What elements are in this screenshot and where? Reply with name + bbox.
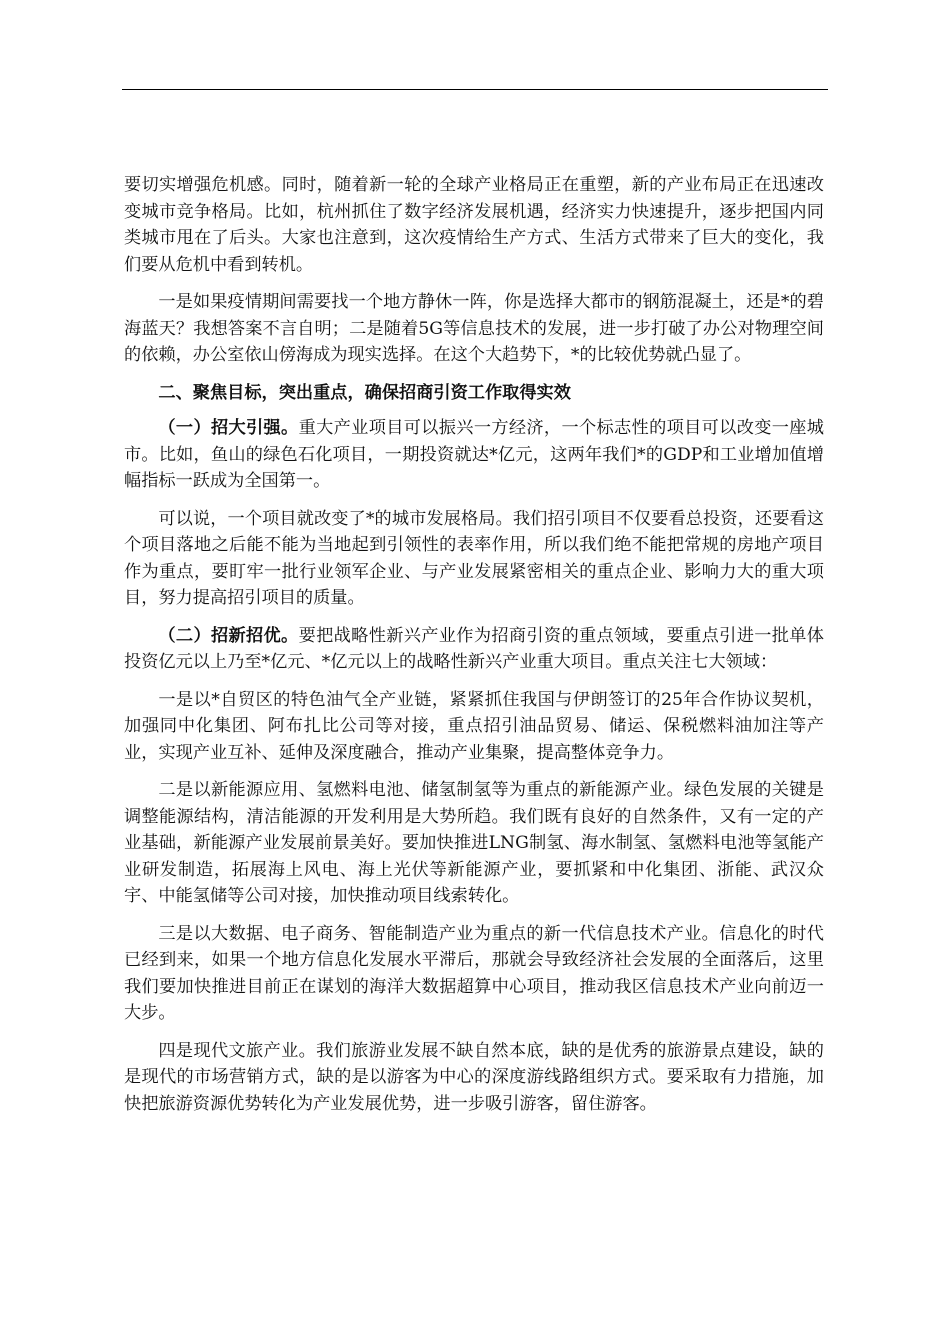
paragraph-text: 一是如果疫情期间需要找一个地方静休一阵，你是选择大都市的钢筋混凝土，还是*的碧海蓝天？我想答案不言自明；二是随着5G等信息技术的发展，进一步打破了办公对物理空间的依赖，办公室依山傍海成为现实选择。在这个大趋势下，*的比较优势就凸显了。 [124, 292, 824, 365]
paragraph-text: 二是以新能源应用、氢燃料电池、储氢制氢等为重点的新能源产业。绿色发展的关键是调整能源结构，清洁能源的开发利用是大势所趋。我们既有良好的自然条件，又有一定的产业基础，新能源产业发展前景美好。要加快推进LNG制氢、海水制氢、氢燃料电池等氢能产业研发制造，拓展海上风电、海上光伏等新能源产业，要抓紧和中化集团、浙能、武汉众宇、中能氢储等公司对接，加快推动项目线索转化。 [124, 780, 824, 906]
paragraph-lead: （一）招大引强。 [158, 418, 299, 438]
paragraph [124, 1038, 824, 1118]
paragraph [124, 289, 824, 369]
paragraph-text: 要切实增强危机感。同时，随着新一轮的全球产业格局正在重塑，新的产业布局正在迅速改变城市竞争格局。比如，杭州抓住了数字经济发展机遇，经济实力快速提升，逐步把国内同类城市甩在了后头。大家也注意到，这次疫情给生产方式、生活方式带来了巨大的变化，我们要从危机中看到转机。 [124, 175, 824, 275]
paragraph [124, 623, 824, 676]
paragraph [124, 172, 824, 278]
paragraph-text: 四是现代文旅产业。我们旅游业发展不缺自然本底，缺的是优秀的旅游景点建设，缺的是现代的市场营销方式，缺的是以游客为中心的深度游线路组织方式。要采取有力措施，加快把旅游资源优势转化为产业发展优势，进一步吸引游客，留住游客。 [124, 1040, 824, 1114]
header-rule [122, 89, 828, 90]
paragraph-text: 一是以*自贸区的特色油气全产业链，紧紧抓住我国与伊朗签订的25年合作协议契机，加强同中化集团、阿布扎比公司等对接，重点招引油品贸易、储运、保税燃料油加注等产业，实现产业互补、延伸及深度融合，推动产业集聚，提高整体竞争力。 [124, 689, 824, 763]
paragraph [124, 687, 824, 767]
paragraph-lead: （二）招新招优。 [158, 625, 299, 646]
paragraph [124, 415, 824, 495]
section-heading: 二、聚焦目标，突出重点，确保招商引资工作取得实效 [158, 382, 571, 403]
paragraph [124, 506, 824, 612]
paragraph [124, 777, 824, 910]
paragraph-text: 三是以大数据、电子商务、智能制造产业为重点的新一代信息技术产业。信息化的时代已经到来，如果一个地方信息化发展水平滞后，那就会导致经济社会发展的全面落后，这里我们要加快推进目前正在谋划的海洋大数据超算中心项目，推动我区信息技术产业向前迈一大步。 [124, 923, 824, 1023]
paragraph-text: 重大产业项目可以振兴一方经济，一个标志性的项目可以改变一座城市。比如，鱼山的绿色石化项目，一期投资就达*亿元，这两年我们*的GDP和工业增加值增幅指标一跃成为全国第一。 [124, 418, 824, 491]
document-body [124, 172, 824, 1128]
paragraph-text: 要把战略性新兴产业作为招商引资的重点领域，要重点引进一批单体投资亿元以上乃至*亿元、*亿元以上的战略性新兴产业重大项目。重点关注七大领域： [124, 625, 824, 672]
paragraph [124, 921, 824, 1027]
paragraph-text: 可以说，一个项目就改变了*的城市发展格局。我们招引项目不仅要看总投资，还要看这个项目落地之后能不能为当地起到引领性的表率作用，所以我们绝不能把常规的房地产项目作为重点，要盯牢一批行业领军企业、与产业发展紧密相关的重点企业、影响力大的重大项目，努力提高招引项目的质量。 [124, 508, 824, 608]
